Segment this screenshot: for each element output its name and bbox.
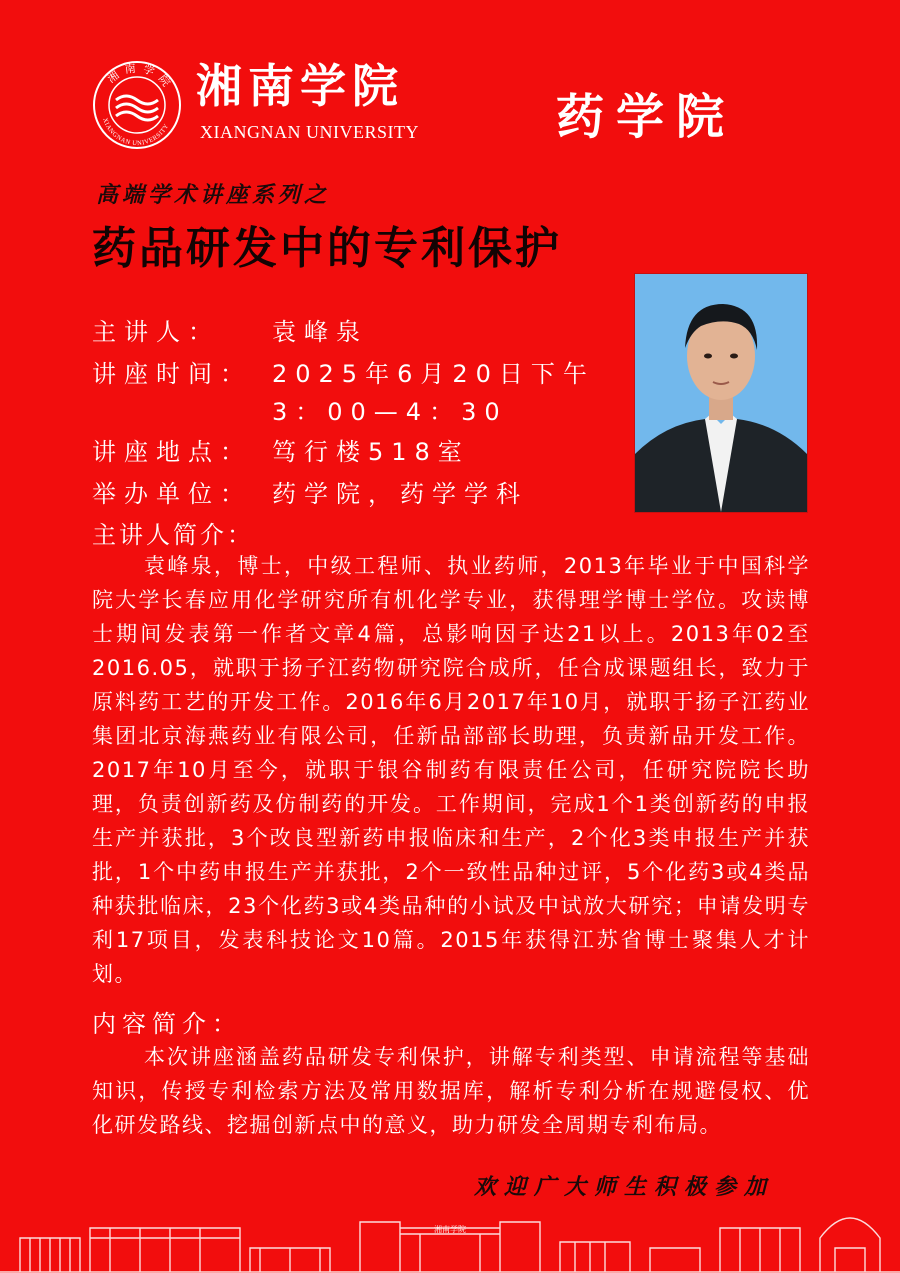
university-name-cn: 湘南学院 <box>196 59 404 113</box>
bio-heading: 主讲人简介： <box>92 521 254 549</box>
host-label: 举办单位： <box>92 480 252 508</box>
seal-text-en: XIANGNAN UNIVERSITY <box>101 117 171 148</box>
bio-text: 袁峰泉，博士，中级工程师、执业药师，2013年毕业于中国科学院大学长春应用化学研究所有机化学专业，获得理学博士学位。攻读博士期间发表第一作者文章4篇，总影响因子达21以上。2013年02至2016.05，就职于扬子江药物研究院合成所，任合成课题组长，致力于原料药工艺的开发工作。2016年6月2017年10月，就职于扬子江药业集团北京海燕药业有限公司，任新品部部长助理，负责新品开发工作。2017年10月至今，就职于银谷制药有限责任公司，任研究院院长助理，负责创新药及仿制药的开发。工作期间，完成1个1类创新药的申报生产并获批，3个改良型新药申报临床和生产，2个化3类申报生产并获批，1个中药申报生产并获批，2个一致性品种过评，5个化药3或4类品种获批临床，23个化药3或4类品种的小试及中试放大研究；申请发明专利17项目，发表科技论文10篇。2015年获得江苏省博士聚集人才计划。 <box>92 554 810 986</box>
place-label: 讲座地点： <box>92 438 252 466</box>
content-heading: 内容简介： <box>92 1010 242 1038</box>
place-row <box>92 432 632 467</box>
time-date: 2025年6月20日下午 <box>272 360 595 388</box>
time-row-2 <box>92 392 632 427</box>
speaker-photo <box>634 273 808 513</box>
time-label: 讲座时间： <box>92 360 252 388</box>
college-name: 药学院 <box>556 89 737 145</box>
welcome-text: 欢迎广大师生积极参加 <box>474 1174 775 1200</box>
time-row <box>92 354 632 389</box>
lecture-series: 高端学术讲座系列之 <box>96 182 331 208</box>
time-range: 3：00—4：30 <box>272 398 508 426</box>
host-row <box>92 474 632 509</box>
lecture-title: 药品研发中的专利保护 <box>92 223 562 274</box>
speaker-label: 主讲人： <box>92 318 220 346</box>
speaker-portrait-image <box>635 274 807 512</box>
host-value: 药学院，药学学科 <box>272 480 528 508</box>
university-seal-logo <box>92 60 182 150</box>
seal-text-top: 湘南学院 <box>105 61 177 94</box>
campus-skyline-illustration <box>0 1198 900 1273</box>
speaker-name: 袁峰泉 <box>272 318 368 346</box>
content-text: 本次讲座涵盖药品研发专利保护，讲解专利类型、申请流程等基础知识，传授专利检索方法及常用数据库，解析专利分析在规避侵权、优化研发路线、挖掘创新点中的意义，助力研发全周期专利布局。 <box>92 1045 810 1137</box>
gate-sign: 湘南学院 <box>434 1225 466 1234</box>
speaker-row <box>92 312 632 347</box>
university-name-en: XIANGNAN UNIVERSITY <box>200 122 419 142</box>
place-value: 笃行楼518室 <box>272 438 470 466</box>
